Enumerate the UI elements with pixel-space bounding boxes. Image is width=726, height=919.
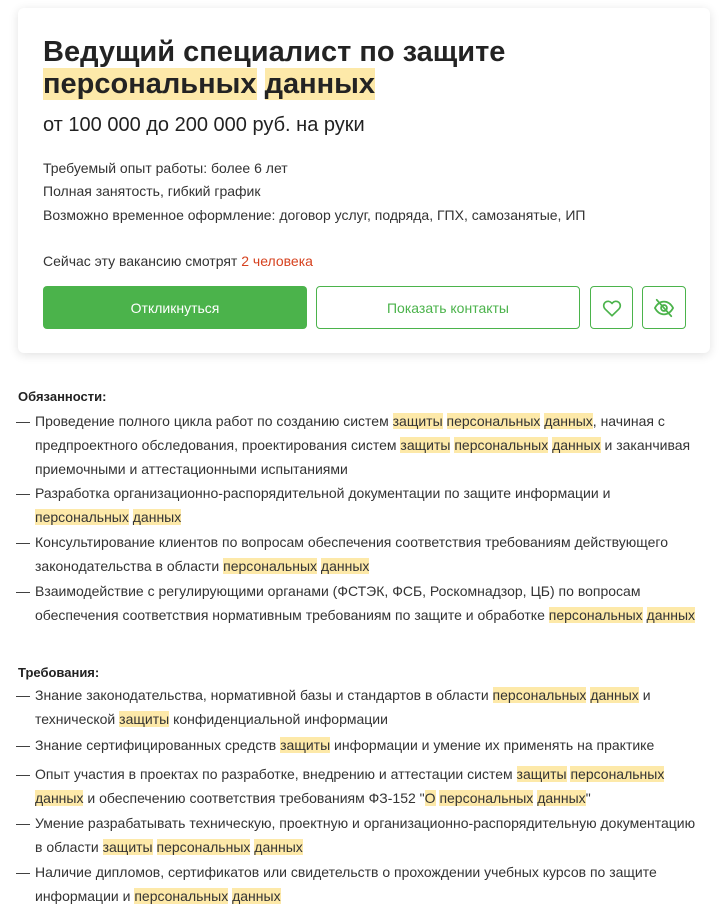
requirement-text: Знание законодательства, нормативной базы и стандартов в области персональных данных и технической защиты конфиденциальной информации: [35, 687, 651, 727]
search-highlight: данных: [646, 607, 696, 623]
contract-text: Возможно временное оформление: договор услуг, подряда, ГПХ, самозанятые, ИП: [43, 207, 586, 223]
eye-off-icon: [653, 298, 675, 318]
experience-text: Требуемый опыт работы: более 6 лет: [43, 160, 288, 176]
search-highlight: персональных: [35, 509, 129, 525]
search-highlight: персональных: [548, 607, 643, 623]
search-highlight: данных: [254, 839, 303, 855]
favorite-button[interactable]: [590, 286, 633, 329]
title-highlight-1: персональных: [43, 68, 257, 100]
list-item: — Разработка организационно-распорядительной документации по защите информации и персональных данных: [16, 481, 706, 529]
duty-text: Консультирование клиентов по вопросам обеспечения соответствия требованиям действующего законодательства в области персональных данных: [35, 534, 669, 574]
requirement-text: Умение разрабатывать техническую, проектную и организационно-распорядительную документацию в области защиты персональных данных: [35, 815, 696, 855]
search-highlight: защиты: [516, 766, 567, 782]
hide-vacancy-button[interactable]: [642, 286, 686, 329]
requirement-text: Наличие дипломов, сертификатов или свидетельств о прохождении учебных курсов по защите информации и персональных данных: [35, 864, 657, 904]
search-highlight: персональных: [446, 413, 541, 429]
search-highlight: данных: [35, 790, 84, 806]
list-item: — Умение разрабатывать техническую, проектную и организационно-распорядительную документацию в области защиты персональных данных: [16, 811, 706, 859]
search-highlight: персональных: [134, 888, 229, 904]
search-highlight: персональных: [223, 558, 318, 574]
search-highlight: О: [424, 790, 436, 806]
search-highlight: данных: [590, 687, 639, 703]
vacancy-card: [18, 8, 710, 353]
search-highlight: данных: [544, 413, 593, 429]
search-highlight: персональных: [454, 437, 549, 453]
duty-text: Разработка организационно-распорядительной документации по защите информации и персональных данных: [35, 485, 611, 525]
vacancy-title: [43, 36, 683, 100]
search-highlight: данных: [232, 888, 281, 904]
duties-heading: Обязанности:: [18, 389, 107, 404]
show-contacts-button[interactable]: Показать контакты: [316, 286, 580, 329]
list-item: — Взаимодействие с регулирующими органами (ФСТЭК, ФСБ, Роскомнадзор, ЦБ) по вопросам обеспечения соответствия нормативным требованиям по защите и обработке персональных данных: [16, 579, 706, 627]
list-item: — Знание законодательства, нормативной базы и стандартов в области персональных данных и технической защиты конфиденциальной информации: [16, 683, 706, 731]
duty-text: Проведение полного цикла работ по созданию систем защиты персональных данных, начиная с предпроектного обследования, проектирования систем защиты персональных данных и заканчивая приемочными и аттестационными испытаниями: [35, 413, 691, 477]
viewers-count: 2 человека: [241, 253, 313, 269]
viewers-info: [43, 253, 313, 269]
requirements-heading: Требования:: [18, 665, 100, 680]
list-item: — Консультирование клиентов по вопросам обеспечения соответствия требованиям действующего законодательства в области персональных данных: [16, 530, 706, 578]
list-item: — Проведение полного цикла работ по созданию систем защиты персональных данных, начиная с предпроектного обследования, проектирования систем защиты персональных данных и заканчивая приемочными и аттестационными испытаниями: [16, 409, 706, 481]
salary: от 100 000 до 200 000 руб. на руки: [43, 114, 365, 136]
title-highlight-2: данных: [264, 68, 376, 100]
viewers-prefix: Сейчас эту вакансию смотрят: [43, 253, 238, 269]
respond-button[interactable]: Откликнуться: [43, 286, 307, 329]
search-highlight: защиты: [280, 737, 331, 753]
search-highlight: данных: [320, 558, 370, 574]
list-item: — Опыт участия в проектах по разработке, внедрению и аттестации систем защиты персональных данных и обеспечению соответствия требованиям ФЗ-152 "О персональных данных": [16, 762, 706, 810]
search-highlight: персональных: [492, 687, 587, 703]
search-highlight: персональных: [439, 790, 534, 806]
search-highlight: персональных: [570, 766, 665, 782]
requirement-text: Знание сертифицированных средств защиты информации и умение их применять на практике: [35, 737, 655, 753]
search-highlight: защиты: [119, 711, 170, 727]
list-item: — Знание сертифицированных средств защиты информации и умение их применять на практике: [16, 733, 706, 757]
list-item: — Наличие дипломов, сертификатов или свидетельств о прохождении учебных курсов по защите информации и персональных данных: [16, 860, 706, 908]
search-highlight: данных: [537, 790, 586, 806]
search-highlight: данных: [132, 509, 182, 525]
duty-text: Взаимодействие с регулирующими органами (ФСТЭК, ФСБ, Роскомнадзор, ЦБ) по вопросам обеспечения соответствия нормативным требованиям по защите и обработке персональных данных: [35, 583, 696, 623]
title-text: Ведущий специалист по защите: [43, 36, 506, 68]
search-highlight: защиты: [392, 413, 443, 429]
search-highlight: данных: [552, 437, 601, 453]
heart-icon: [602, 299, 622, 317]
requirement-text: Опыт участия в проектах по разработке, внедрению и аттестации систем защиты персональных данных и обеспечению соответствия требованиям ФЗ-152 "О персональных данных": [35, 766, 665, 806]
search-highlight: защиты: [102, 839, 153, 855]
employment-text: Полная занятость, гибкий график: [43, 183, 261, 199]
search-highlight: персональных: [156, 839, 251, 855]
search-highlight: защиты: [400, 437, 451, 453]
